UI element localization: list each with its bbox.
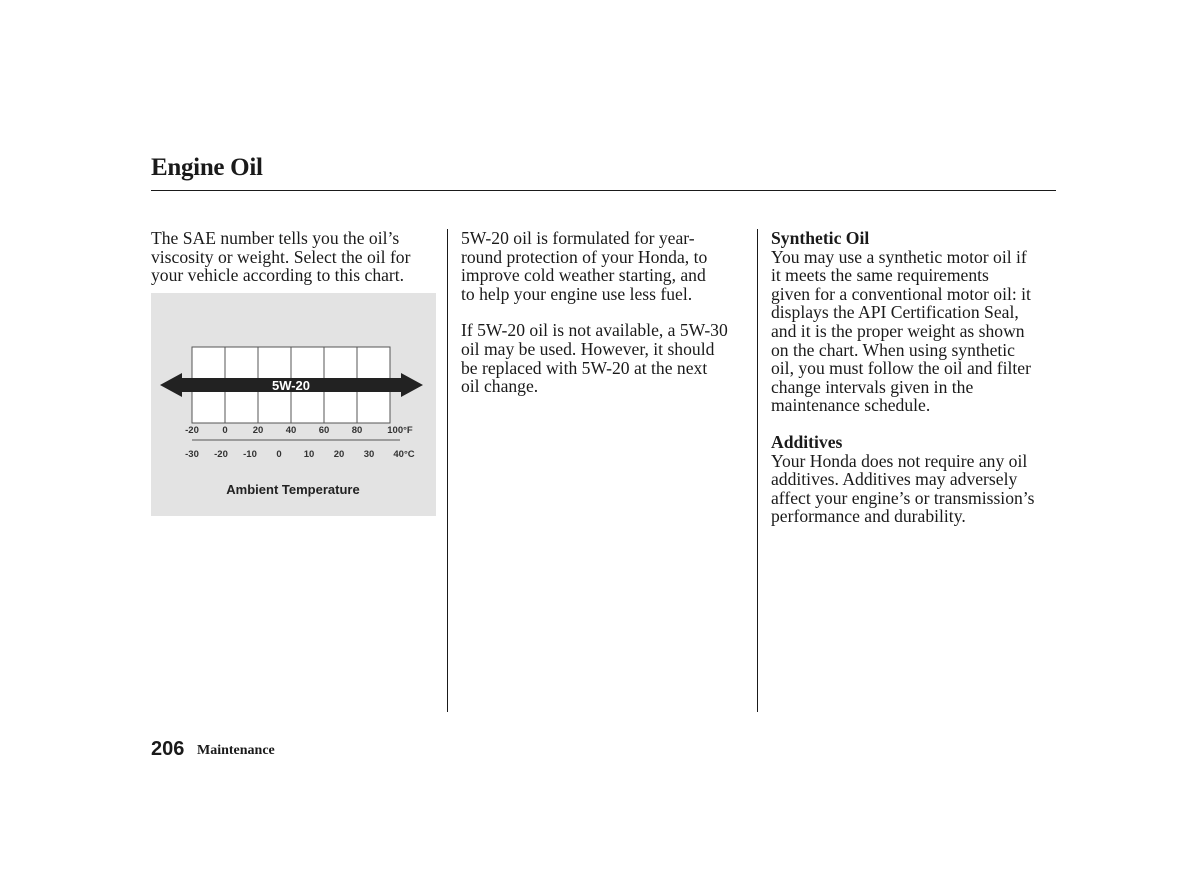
intro-line: The SAE number tells you the oil’s xyxy=(151,228,400,248)
body-line: affect your engine’s or transmission’s xyxy=(771,487,1035,508)
body-line: oil, you must follow the oil and filter xyxy=(771,358,1031,379)
title-rule xyxy=(151,190,1056,191)
body-line: additives. Additives may adversely xyxy=(771,469,1018,490)
viscosity-chart-graphic xyxy=(151,293,436,516)
body-line: performance and durability. xyxy=(771,506,966,527)
column-divider xyxy=(447,229,448,712)
section-name: Maintenance xyxy=(197,743,275,758)
celsius-tick: 0 xyxy=(276,449,282,460)
oil-range-label: 5W-20 xyxy=(271,378,311,393)
fahrenheit-tick: -20 xyxy=(185,425,199,436)
body-line: oil change. xyxy=(461,376,539,397)
body-line: to help your engine use less fuel. xyxy=(461,283,693,304)
column-intro xyxy=(151,229,436,285)
intro-line: your vehicle according to this chart. xyxy=(151,265,405,286)
body-line: on the chart. When using synthetic xyxy=(771,339,1015,360)
body-line: and it is the proper weight as shown xyxy=(771,320,1025,341)
body-line: change intervals given in the xyxy=(771,376,974,397)
body-line: given for a conventional motor oil: it xyxy=(771,283,1031,304)
body-line: You may use a synthetic motor oil if xyxy=(771,246,1027,267)
celsius-tick: 30 xyxy=(363,449,375,460)
fahrenheit-tick: 40 xyxy=(285,425,297,436)
celsius-tick: 20 xyxy=(333,449,345,460)
fahrenheit-scale xyxy=(185,425,413,440)
celsius-tick: -30 xyxy=(185,449,199,460)
fahrenheit-tick: 0 xyxy=(222,425,228,436)
body-line: If 5W-20 oil is not available, a 5W-30 xyxy=(461,320,728,341)
synthetic-oil-heading: Synthetic Oil xyxy=(771,228,870,248)
fahrenheit-tick: 80 xyxy=(351,425,363,436)
fahrenheit-tick: 20 xyxy=(252,425,264,436)
additives-heading: Additives xyxy=(771,431,843,452)
oil-viscosity-chart xyxy=(151,293,436,516)
body-line: Your Honda does not require any oil xyxy=(771,450,1028,471)
chart-caption: Ambient Temperature xyxy=(226,482,360,497)
intro-line: viscosity or weight. Select the oil for xyxy=(151,246,411,267)
celsius-tick: -10 xyxy=(243,449,257,460)
celsius-tick: 10 xyxy=(303,449,315,460)
body-line: oil may be used. However, it should xyxy=(461,338,715,359)
column-synthetic xyxy=(771,229,1061,526)
column-divider xyxy=(757,229,758,712)
body-line: it meets the same requirements xyxy=(771,265,989,286)
fahrenheit-tick: 100°F xyxy=(387,425,413,436)
column-5w20 xyxy=(461,229,746,396)
body-line: maintenance schedule. xyxy=(771,395,931,416)
body-line: improve cold weather starting, and xyxy=(461,265,706,286)
celsius-scale xyxy=(185,449,415,460)
body-line: round protection of your Honda, to xyxy=(461,246,708,267)
celsius-tick: 40°C xyxy=(393,449,415,460)
page-number: 206 xyxy=(151,738,185,760)
page-title: Engine Oil xyxy=(151,154,263,181)
body-line: be replaced with 5W-20 at the next xyxy=(461,357,708,378)
body-line: 5W-20 oil is formulated for year- xyxy=(461,228,695,248)
celsius-tick: -20 xyxy=(214,449,228,460)
fahrenheit-tick: 60 xyxy=(318,425,330,436)
body-line: displays the API Certification Seal, xyxy=(771,302,1019,323)
